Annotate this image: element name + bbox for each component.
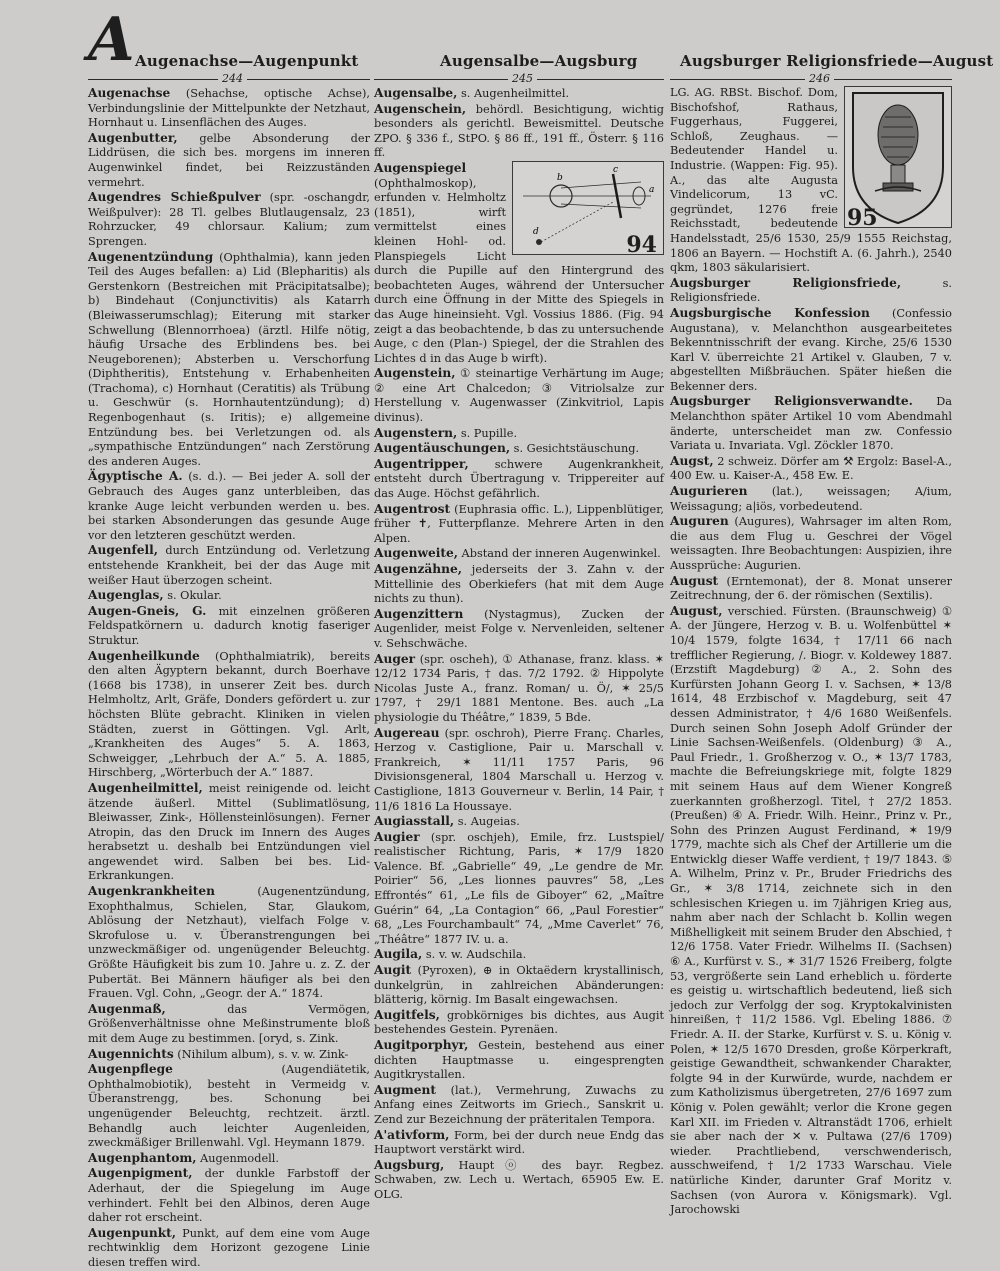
entry-keyword: Augereau	[374, 725, 440, 740]
entry-text: s. Gesichtstäuschung.	[510, 442, 640, 456]
page-number-middle: 245	[508, 72, 537, 85]
entry-text: Form, bei der durch neue Endg das Hauptwort verstärkt wird.	[374, 1128, 664, 1157]
entry	[374, 814, 664, 830]
entry-keyword: Augentripper,	[374, 456, 469, 471]
entry-keyword: Augsburger Religionsfriede,	[670, 275, 902, 290]
column-left	[88, 86, 370, 1271]
entry	[88, 250, 370, 470]
entry-text: schwere Augenkrankheit, entsteht durch Übertragung v. Trippereiter auf das Auge. Höchst gefährlich.	[374, 457, 664, 501]
entry-text: (Confessio Augustana), v. Melanchthon ausgearbeitetes Bekenntnisschrift der evang. Kirche, 25/6 1530 Karl V. überreichte 21 Artikel v. Glauben, 7 v. abgestellten Mißbräuchen. Später hießen die Bekenner ders.	[670, 306, 952, 393]
section-letter: A	[88, 5, 135, 75]
entry	[88, 649, 370, 781]
entry-text: Gestein, bestehend aus einer dichten Hauptmasse u. eingesprengten Augitkrystallen.	[374, 1039, 664, 1082]
entry-text: grobkörniges bis dichtes, aus Augit bestehendes Gestein. Pyrenäen.	[374, 1008, 664, 1037]
entry-keyword: Augenpigment,	[88, 1166, 193, 1181]
entry-keyword: Augendres Schießpulver	[88, 190, 261, 205]
column-right	[670, 86, 952, 1218]
header-middle: Augensalbe—Augsburg	[440, 52, 638, 70]
entry-keyword: Augenachse	[88, 86, 171, 100]
entry-text: (Ophthalmiatrik), bereits den alten Ägyptern bekannt, durch Boerhave (1668 bis 1738), in unserer Zeit bes. durch Helmholtz, Arlt, Gräfe, Donders gefördert u. zur höchsten Blüte gebracht. Kliniken in vielen Städten, zuerst in Göttingen. Vgl. Arlt, „Krankheiten des Auges“ 5. A. 1863, Schweigger, „Lehrbuch der A.“ 5. A. 1885, Hirschberg, „Wörterbuch der A.“ 1887.	[88, 649, 370, 780]
entry	[374, 963, 664, 1008]
entry-text: (Nystagmus), Zucken der Augenlider, meist Folge v. Nervenleiden, seltener v. Sehschwäche.	[374, 607, 664, 650]
entry-keyword: Augentrost	[374, 501, 451, 516]
entry	[670, 514, 952, 573]
entry-text: (Augendiätetik, Ophthalmobiotik), besteht in Vermeidg v. Überanstrengg, bes. Schonung bei ungenügender Beleuchtg, rechtzeit. ärztl. Behandlg auch leichter Augenleiden, zweckmäßiger Brillenwahl. Vgl. Heymann 1879.	[88, 1063, 370, 1150]
entry-text: s. Religionsfriede.	[670, 276, 953, 305]
figure-94-ophthalmoscope	[512, 161, 664, 259]
entry	[88, 1151, 370, 1167]
svg-text:d: d	[533, 226, 539, 237]
entry	[374, 1128, 664, 1158]
entry-text: verschied. Fürsten. (Braunschweig) ① A. der Jüngere, Herzog v. B. u. Wolfenbüttel ✶ 10/4 1579, folgte 1634, † 17/11 66 nach trefflicher Regierung, /. Biogr. v. Koldewey 1887. (Erzstift Magdeburg) ② A., 2. Sohn des Kurfürsten Johann Georg I. v. Sachsen, ✶ 13/8 1614, 48 Erzbischof v. Magdeburg, seit 47 dessen Administrator, † 4/6 1680 Weißenfels. Durch seinen Sohn Joseph Adolf Gründer der Linie Sachsen-Weißenfels. (Oldenburg) ③ A., Paul Friedr., 1. Großherzog v. O., ✶ 13/7 1783, machte die Befreiungskriege mit, folgte 1829 mit seinem Haus auf dem Wiener Kongreß zuerkannten großherzogl. Titel, † 27/2 1853. (Preußen) ④ A. Friedr. Wilh. Heinr., Prinz v. Pr., Sohn des Prinzen August Ferdinand, ✶ 19/9 1779, machte sich als Chef der Artillerie um die Entwicklg dieser Waffe verdient, † 19/7 1843. ⑤ A. Wilhelm, Prinz v. Pr., Bruder Friedrichs des Gr., ✶ 3/8 1714, zeichnete sich in den schlesischen Kriegen u. im 7jährigen Krieg aus, nahm aber nach der Schlacht b. Kollin wegen Mißhelligkeit mit seinem Bruder den Abschied, † 12/6 1758. Vater Friedr. Wilhelms II. (Sachsen) ⑥ A., Kurfürst v. S., ✶ 31/7 1526 Freiberg, folgte 53, vergrößerte sein Land erheblich u. förderte es geistig u. wirtschaftlich bedeutend, ließ sich jedoch zur Verfolgg der sog. Kryptokalvinisten hinreißen, † 11/2 1586. Vgl. Ebeling 1886. ⑦ Friedr. A. II. der Starke, Kurfürst v. S. u. König v. Polen, ✶ 12/5 1670 Dresden, große Körperkraft, geistige Gewandtheit, schwankender Charakter, folgte 94 in der Kurwürde, wurde, nachdem er zum Katholizismus übergetreten, 27/6 1697 zum König v. Polen gewählt; verlor die Krone gegen Karl XII. im Frieden v. Altranstädt 1706, erhielt sie aber nach der ✕ v. Pultawa (27/6 1709) wieder. Prachtliebend, verschwenderisch, ausschweifend, † 1/2 1733 Warschau. Viele natürliche Kinder, darunter Graf Moritz v. Sachsen (von Aurora v. Königsmark). Vgl. Jarochowski	[670, 604, 952, 1217]
entry-keyword: Augenpflege	[88, 1062, 173, 1077]
header-left: Augenachse—Augenpunkt	[135, 52, 359, 70]
entry	[88, 884, 370, 1002]
entry	[374, 86, 664, 102]
entry-text: (spr. oscheh), ① Athanase, franz. klass. ✶ 12/12 1734 Paris, † das. 7/2 1792. ② Hippolyte Nicolas Juste A., franz. Roman/ u. Ö/, ✶ 25/5 1797, † 29/1 1881 Mentone. Bes. auch „La physiologie du Théâtre,“ 1839, 5 Bde.	[374, 652, 664, 724]
entry-keyword: Augenpunkt,	[88, 1225, 177, 1240]
entry	[88, 86, 370, 131]
entry-keyword: Augenphantom,	[88, 1150, 197, 1165]
entry-text: (Augenentzündung, Exophthalmus, Schielen, Star, Glaukom, Ablösung der Netzhaut), vielfach Folge v. Skrofulose u. v. Überanstrengungen bei unzweckmäßiger od. ungenügender Beleuchtg. Größte Häufigkeit bis zum 10. Jahre u. z. Z. der Pubertät. Bei Männern häufiger als bei den Frauen. Vgl. Cohn, „Geogr. der A.“ 1874.	[88, 885, 370, 1001]
entry-keyword: Auger	[374, 651, 416, 666]
entry	[374, 947, 664, 963]
entry-keyword: Augenentzündung	[88, 249, 214, 264]
entry-keyword: Augila,	[374, 947, 423, 962]
entry	[374, 652, 664, 726]
entry	[374, 366, 664, 425]
entry-text: (spr. oschjeh), Emile, frz. Lustspiel/ realistischer Richtung, Paris, ✶ 17/9 1820 Valence. Bf. „Gabrielle“ 49, „Le gendre de Mr. Poirier“ 56, „Les lionnes pauvres“ 58, „Les Effrontés“ 61, „Le fils de Giboyer“ 62, „Maître Guérin“ 64, „La Contagion“ 66, „Paul Forestier“ 68, „Les Fourchambault“ 74, „Mme Caverlet“ 76, „Théâtre“ 1877 IV. u. a.	[374, 830, 664, 946]
entry-keyword: Augenfell,	[88, 543, 158, 558]
entry	[670, 394, 952, 453]
entry-keyword: Augenbutter,	[88, 130, 178, 145]
entry-keyword: Augsburg,	[374, 1157, 445, 1172]
entry-text: gelbe Absonderung der Liddrüsen, die sich bes. morgens im inneren Augenwinkel findet, bei Reizzuständen vermehrt.	[88, 131, 370, 189]
entry-text: mit einzelnen größeren Feldspatkörnern u. dadurch knotig faseriger Struktur.	[88, 604, 370, 647]
entry-text: jederseits der 3. Zahn v. der Mittellinie des Oberkiefers (hat mit dem Auge nichts zu thun).	[374, 563, 664, 606]
figure-number: 95	[847, 205, 878, 232]
entry	[374, 1008, 664, 1038]
entry-keyword: Augenzähne,	[374, 562, 462, 576]
entry-text: s. Okular.	[163, 589, 222, 603]
entry	[374, 546, 664, 562]
entry-text: durch Entzündung od. Verletzung entstehende Krankheit, bei der das Auge mit weißer Haut überzogen scheint.	[88, 544, 370, 587]
entry-keyword: Augiasstall,	[374, 814, 455, 829]
entry	[374, 457, 664, 502]
entry-text: 2 schweiz. Dörfer am ⚒ Ergolz: Basel-A., 400 Ew. u. Kaiser-A., 458 Ew. E.	[670, 454, 952, 483]
entry	[88, 604, 370, 649]
entry-text: LG. AG. RBSt. Bischof. Dom, Bischofshof, Rathaus, Fuggerhaus, Fuggerei, Schloß, Zeughaus. — Bedeutender Handel u. Industrie. (Wappen: Fig. 95). A., das alte Augusta Vindelicorum, 13 vC. gegründet, 1276 freie Reichsstadt, bedeutende Handelsstadt, 25/6 1530, 25/9 1555 Reichstag, 1806 an Bayern. — Hochstift A. (6. Jahrh.), 2540 qkm, 1803 säkularisiert.	[670, 86, 952, 275]
entry-text: s. Augenheilmittel.	[457, 87, 570, 100]
entry-text: (Ophthalmia), kann jeden Teil des Auges befallen: a) Lid (Blepharitis) als Gerstenkorn (Bestreichen mit Präcipitatsalbe); b) Bindehaut (Conjunctivitis) als Katarrh (Bleiwasserumschlag); Eiterung mit starker Schwellung (Blennorrhoea) (ärztl. Hilfe nötig, häufig Ursache des Erblindens bes. bei Neugeborenen); Absterben u. Verschorfung (Diphtheritis), Entstehung v. Erhabenheiten (Trachoma), c) Hornhaut (Ceratitis) als Trübung u. Geschwür (s. Hornhautentzündung); d) Regenbogenhaut (s. Iritis); e) allgemeine Entzündung bes. bei Verletzungen od. als „sympathische Entzündungen“ nach Zerstörung des anderen Auges.	[88, 250, 370, 468]
entry-keyword: Augurieren	[670, 484, 748, 499]
entry-text: s. v. w. Audschila.	[422, 948, 527, 962]
entry-keyword: Augsburgische Konfession	[670, 305, 870, 320]
entry	[670, 574, 952, 604]
entry	[88, 1047, 370, 1063]
entry-text: Hauptⓞ des bayr. Regbez. Schwaben, zw. Lech u. Wertach, 65905 Ew. E. OLG.	[374, 1158, 664, 1201]
entry-keyword: Augentäuschungen,	[374, 441, 511, 456]
entry-keyword: August	[670, 573, 719, 588]
entry-keyword: Augenkrankheiten	[88, 884, 216, 899]
entry	[88, 469, 370, 543]
entry-keyword: Augsburger Religionsverwandte.	[670, 394, 913, 409]
entry	[374, 1038, 664, 1083]
entry	[670, 306, 952, 395]
entry	[88, 1062, 370, 1151]
entry-keyword: Augenstein,	[374, 366, 456, 381]
entry-keyword: Augenschein,	[374, 101, 467, 116]
entry-text: (Pyroxen), ⊕ in Oktaëdern krystallinisch, dunkelgrün, in zahlreichen Abänderungen: blätterig, körnig. Im Basalt eingewachsen.	[374, 964, 664, 1007]
page-number-left: 244	[218, 72, 247, 85]
entry-keyword: Augier	[374, 829, 420, 844]
entry-keyword: Augensalbe,	[374, 86, 458, 100]
entry-keyword: Augenweite,	[374, 546, 458, 561]
entry-text: ① steinartige Verhärtung im Auge; ② eine Art Chalcedon; ③ Vitriolsalze zur Herstellung v. Augenwasser (Zinkvitriol, Lapis divinus).	[374, 367, 664, 425]
entry-keyword: Augment	[374, 1082, 436, 1097]
entry-text: meist reinigende od. leicht ätzende äußerl. Mittel (Sublimatlösung, Bleiwasser, Zink-, Höllensteinlösungen). Ferner Atropin, das den Druck im Innern des Auges herabsetzt u. deshalb bei Entzündungen viel angewendet wird. Salben bei bes. Lid-Erkrankungen.	[88, 781, 370, 883]
entry	[670, 276, 952, 306]
entry-text: s. Pupille.	[457, 426, 518, 440]
entry	[88, 781, 370, 884]
page-number-right: 246	[805, 72, 834, 85]
figure-95-coat-of-arms	[844, 86, 952, 232]
column-middle	[374, 86, 664, 1203]
entry-text: (lat.), Vermehrung, Zuwachs zu Anfang eines Zeitworts im Griech., Sanskrit u. Zend zur Bezeichnung der präteritalen Tempora.	[374, 1083, 664, 1126]
entry	[374, 607, 664, 652]
entry	[374, 1158, 664, 1203]
entry-text: der dunkle Farbstoff der Aderhaut, der die Spiegelung im Auge verhindert. Fehlt bei den Albinos, deren Auge daher rot erscheint.	[88, 1167, 370, 1225]
entry-keyword: Augenspiegel	[374, 160, 467, 175]
entry	[88, 1166, 370, 1225]
entry	[374, 161, 664, 366]
entry-text: (s. d.). — Bei jeder A. soll der Gebrauch des Auges ganz unterbleiben, das kranke Auge leicht verbunden werden u. bes. bei starken Absonderungen das gesunde Auge vor den letzteren geschützt werden.	[88, 470, 371, 542]
entry	[374, 426, 664, 442]
entry-keyword: Augenstern,	[374, 425, 458, 440]
entry-text: behördl. Besichtigung, wichtig besonders als gerichtl. Beweismittel. Deutsche ZPO. § 336 f., StPO. § 86 ff., 191 ff., Österr. § 116 ff.	[374, 102, 664, 160]
entry	[374, 1083, 664, 1128]
entry-keyword: Augennichts	[88, 1046, 174, 1061]
entry	[374, 441, 664, 457]
entry	[670, 454, 952, 484]
entry	[374, 562, 664, 607]
entry-text: (Augures), Wahrsager im alten Rom, die aus dem Flug u. Geschrei der Vögel weissagten. Ihre Beobachtungen: Auspizien, ihre Aussprüche: Augurien.	[670, 515, 952, 572]
entry-keyword: Augst,	[670, 453, 714, 468]
header-right: Augsburger Religionsfriede—August	[680, 52, 994, 70]
entry-text: Punkt, auf dem eine vom Auge rechtwinklig dem Horizont gezogene Linie diesen treffen wird.	[88, 1226, 370, 1269]
entry-keyword: A'ativform,	[374, 1127, 450, 1142]
entry-keyword: August,	[670, 603, 723, 618]
entry	[88, 543, 370, 588]
entry	[374, 102, 664, 161]
entry-keyword: Augenmaß,	[88, 1001, 166, 1016]
entry	[88, 588, 370, 604]
entry-keyword: Ägyptische A.	[88, 469, 183, 484]
entry-text: (Erntemonat), der 8. Monat unserer Zeitrechnung, der 6. der römischen (Sextilis).	[670, 574, 952, 603]
entry	[670, 86, 952, 276]
entry-text: (Euphrasia offic. L.), Lippenblütiger, früher ✝, Futterpflanze. Mehrere Arten in den Alpen.	[374, 502, 664, 545]
svg-text:b: b	[557, 172, 563, 183]
entry-keyword: Augitfels,	[374, 1007, 440, 1022]
entry-text: (spr. oschroh), Pierre Franç. Charles, Herzog v. Castiglione, Pair u. Marschall v. Frankreich, ✶ 11/11 1757 Paris, 96 Divisionsgeneral, 1804 Marschall u. Herzog v. Castiglione, 1813 Gouverneur v. Berlin, 14 Pair, † 11/6 1816 La Houssaye.	[374, 726, 664, 813]
entry-keyword: Augenzittern	[374, 606, 464, 621]
entry-text: (spr. -oschangdr, Weißpulver): 28 Tl. gelbes Blutlaugensalz, 23 Rohrzucker, 49 chlorsaur. Kalium; zum Sprengen.	[88, 191, 370, 248]
entry	[88, 131, 370, 190]
svg-text:a: a	[649, 184, 655, 195]
entry-text: (Ophthalmoskop), erfunden v. Helmholtz (1851), wirft vermittelst eines kleinen Hohl- od. Planspiegels Licht durch die Pupille auf den Hintergrund des beobachteten Auges, während der Untersucher durch eine Öffnung in der Mitte des Spiegels in das Auge hineinsieht. Vgl. Vossius 1886. (Fig. 94 zeigt a das beobachtende, b das zu untersuchende Auge, c den (Plan-) Spiegel, der die Strahlen des Lichtes d in das Auge b wirft).	[374, 176, 664, 365]
entry-keyword: Augit	[374, 963, 412, 978]
entry-text: (Sehachse, optische Achse), Verbindungslinie der Mittelpunkte der Netzhaut, Hornhaut u. Linsenflächen des Auges.	[88, 87, 370, 130]
entry	[374, 830, 664, 948]
entry-keyword: Augenheilmittel,	[88, 780, 203, 795]
svg-text:c: c	[613, 164, 619, 175]
entry-keyword: Auguren	[670, 514, 729, 529]
figure-number: 94	[626, 232, 657, 259]
entry	[88, 1226, 370, 1271]
entry	[374, 502, 664, 547]
entry	[88, 190, 370, 249]
entry-keyword: Augitporphyr,	[374, 1038, 469, 1052]
entry-text: (lat.), weissagen; A/ium, Weissagung; a|iös, vorbedeutend.	[670, 485, 952, 513]
entry-keyword: Augenheilkunde	[88, 648, 200, 663]
entry-text: s. Augeias.	[454, 815, 520, 829]
entry	[374, 726, 664, 815]
entry-text: Da Melanchthon später Artikel 10 vom Abendmahl änderte, unterscheidet man zw. Confessio Variata u. Invariata. Vgl. Zöckler 1870.	[670, 395, 953, 453]
entry	[670, 604, 952, 1218]
entry-text: Abstand der inneren Augenwinkel.	[457, 547, 661, 561]
entry-keyword: Augen-Gneis, G.	[88, 603, 207, 618]
entry-keyword: Augenglas,	[88, 588, 164, 603]
entry	[670, 484, 952, 514]
entry-text: Augenmodell.	[196, 1151, 279, 1165]
entry	[88, 1002, 370, 1047]
entry-text: (Nihilum album), s. v. w. Zink-	[173, 1047, 349, 1061]
entry-text: das Vermögen, Größenverhältnisse ohne Meßinstrumente bloß mit dem Auge zu bestimmen. [oryd, s. Zink.	[88, 1002, 370, 1045]
